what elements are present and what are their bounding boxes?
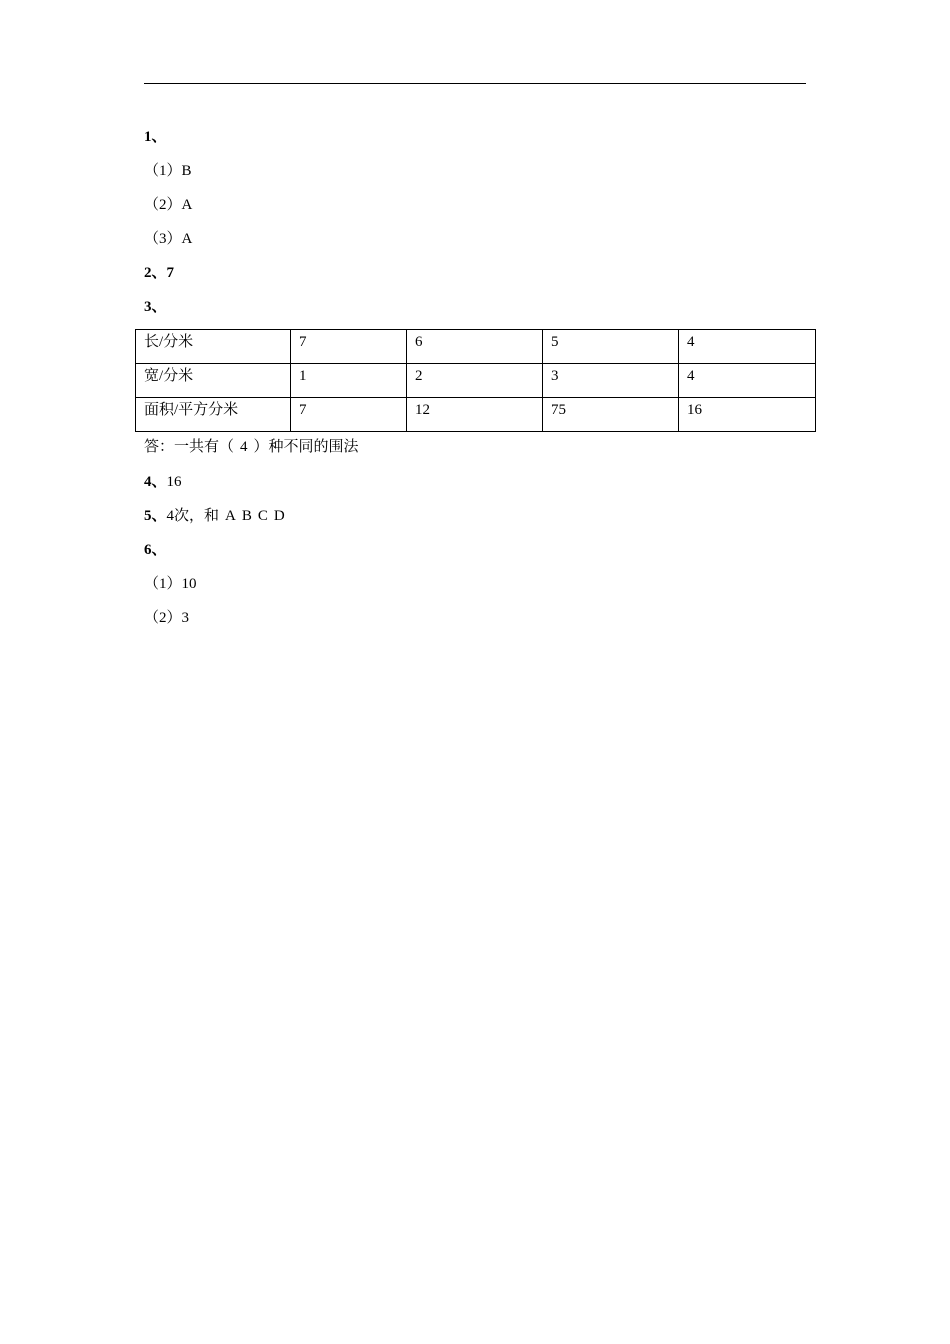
q4-value: 16 — [166, 474, 182, 490]
q1-item-1: （1）B — [144, 163, 192, 179]
q6-label: 6、 — [144, 542, 167, 558]
table-cell: 75 — [543, 398, 679, 432]
table-cell: 4 — [679, 330, 816, 364]
q5-text: 4次，和 — [166, 508, 220, 524]
answer-suffix: ）种不同的围法 — [253, 439, 359, 455]
table-cell: 1 — [291, 364, 407, 398]
q3-label: 3、 — [144, 299, 167, 315]
q5-letter-d: D — [273, 508, 285, 524]
q2-value: 7 — [166, 265, 175, 281]
q3-answer — [144, 437, 359, 457]
row-header-length: 长/分米 — [136, 330, 291, 364]
answer-prefix: 答：一共有（ — [144, 439, 235, 455]
q5-letter-b: B — [241, 508, 252, 524]
table-row-length — [136, 330, 816, 364]
q5-letter-a: A — [225, 508, 236, 524]
q5-label: 5、 — [144, 508, 167, 524]
header-rule — [144, 83, 806, 84]
table-cell: 5 — [543, 330, 679, 364]
table-row-area — [136, 398, 816, 432]
area-table — [135, 329, 816, 432]
table-row-width — [136, 364, 816, 398]
q6-item-1: （1）10 — [144, 576, 197, 592]
q2-label: 2、 — [144, 265, 167, 281]
q5-letter-c: C — [257, 508, 268, 524]
table-cell: 2 — [407, 364, 543, 398]
table-cell: 16 — [679, 398, 816, 432]
q1-item-3: （3）A — [144, 231, 193, 247]
table-cell: 3 — [543, 364, 679, 398]
table-cell: 4 — [679, 364, 816, 398]
q4-line — [144, 472, 182, 492]
q2-line — [144, 263, 174, 283]
row-header-area: 面积/平方分米 — [136, 398, 291, 432]
table-cell: 7 — [291, 398, 407, 432]
q6-item-2: （2）3 — [144, 610, 190, 626]
answer-value: 4 — [240, 439, 248, 455]
q1-label: 1、 — [144, 129, 167, 145]
q1-item-2: （2）A — [144, 197, 193, 213]
q4-label: 4、 — [144, 474, 167, 490]
q5-line — [144, 506, 285, 526]
table-cell: 7 — [291, 330, 407, 364]
table-cell: 12 — [407, 398, 543, 432]
row-header-width: 宽/分米 — [136, 364, 291, 398]
table-cell: 6 — [407, 330, 543, 364]
